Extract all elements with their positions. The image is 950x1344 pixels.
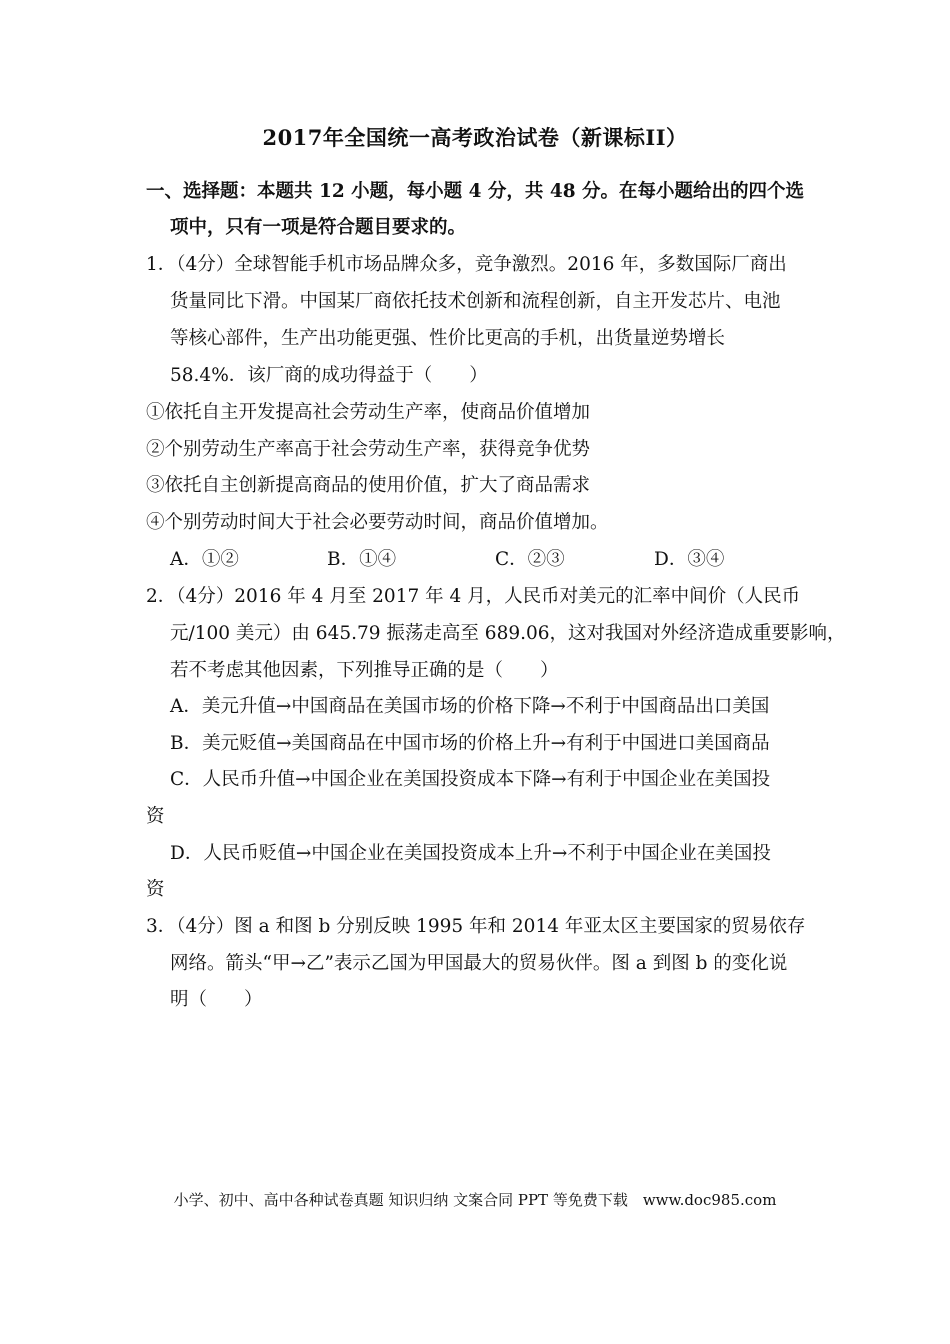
q1-statement-2: ②个别劳动生产率高于社会劳动生产率，获得竞争优势 [146,439,591,460]
q2-option-c-line-1: C．人民币升值→中国企业在美国投资成本下降→有利于中国企业在美国投 [170,769,771,790]
q1-option-c: C．②③ [495,549,565,570]
q1-stem-line-3: 等核心部件，生产出功能更强、性价比更高的手机，出货量逆势增长 [170,328,726,349]
q2-stem-line-2: 元/100 美元）由 645.79 振荡走高至 689.06，这对我国对外经济造成重要影响， [170,623,846,644]
q1-option-d: D．③④ [654,549,725,570]
q2-option-c-line-2: 资 [146,806,165,827]
q2-option-d-line-1: D．人民币贬值→中国企业在美国投资成本上升→不利于中国企业在美国投 [170,843,771,864]
page-footer: 小学、初中、高中各种试卷真题 知识归纳 文案合同 PPT 等免费下载 www.doc985.com [173,1191,777,1209]
q1-stem-line-1: 1．（4分）全球智能手机市场品牌众多，竞争激烈。2016 年，多数国际厂商出 [146,254,787,275]
q3-stem-line-3: 明（ ） [170,989,263,1010]
q2-stem-line-3: 若不考虑其他因素，下列推导正确的是（ ） [170,660,559,681]
q1-option-b: B．①④ [327,549,397,570]
q1-option-a: A．①② [170,549,239,570]
q1-stem-line-2: 货量同比下滑。中国某厂商依托技术创新和流程创新，自主开发芯片、电池 [170,291,781,312]
exam-title: 2017年全国统一高考政治试卷（新课标II） [262,125,688,150]
section-heading-line-2: 项中，只有一项是符合题目要求的。 [170,217,467,238]
q1-statement-1: ①依托自主开发提高社会劳动生产率，使商品价值增加 [146,402,591,423]
q3-stem-line-2: 网络。箭头“甲→乙”表示乙国为甲国最大的贸易伙伴。图 a 到图 b 的变化说 [170,953,788,974]
q1-statement-3: ③依托自主创新提高商品的使用价值，扩大了商品需求 [146,475,591,496]
section-heading-line-1: 一、选择题：本题共 12 小题，每小题 4 分，共 48 分。在每小题给出的四个选 [146,181,805,202]
q2-stem-line-1: 2．（4分）2016 年 4 月至 2017 年 4 月，人民币对美元的汇率中间价（人民币 [146,586,801,607]
q2-option-a: A．美元升值→中国商品在美国市场的价格下降→不利于中国商品出口美国 [170,696,770,717]
q2-option-d-line-2: 资 [146,879,165,900]
q2-option-b: B．美元贬值→美国商品在中国市场的价格上升→有利于中国进口美国商品 [170,733,770,754]
q1-statement-4: ④个别劳动时间大于社会必要劳动时间，商品价值增加。 [146,512,609,533]
q1-stem-line-4: 58.4%．该厂商的成功得益于（ ） [170,365,488,386]
q3-stem-line-1: 3．（4分）图 a 和图 b 分别反映 1995 年和 2014 年亚太区主要国家的贸易依存 [146,916,806,937]
